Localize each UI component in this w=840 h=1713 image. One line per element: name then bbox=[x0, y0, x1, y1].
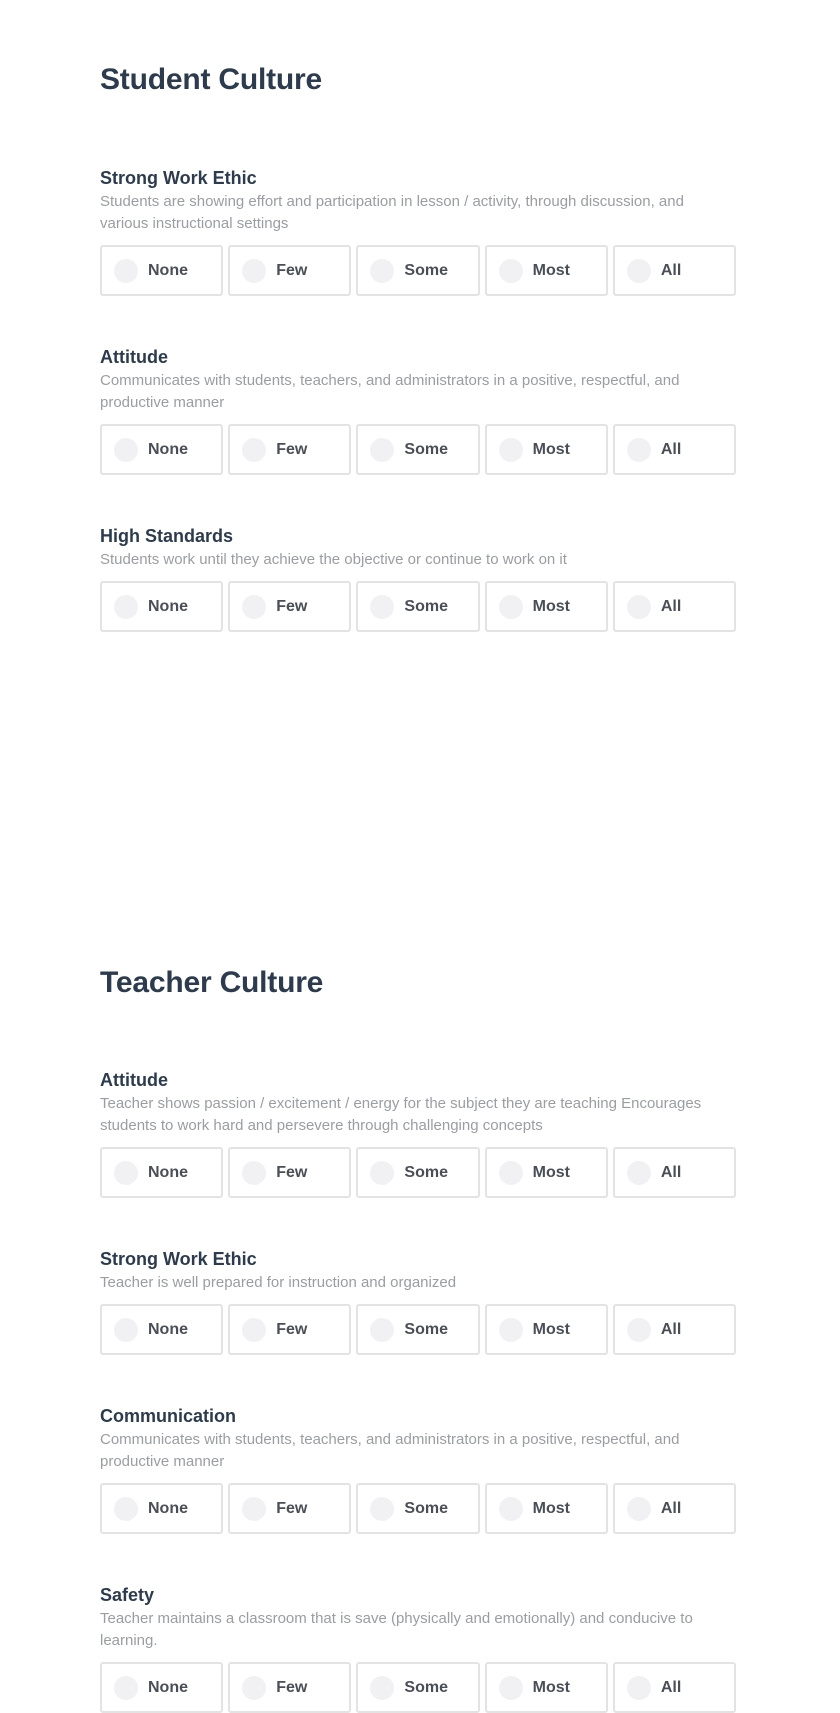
radio-icon[interactable] bbox=[499, 1676, 523, 1700]
option-most[interactable] bbox=[485, 424, 608, 475]
option-label: Some bbox=[404, 597, 448, 615]
radio-icon[interactable] bbox=[499, 1497, 523, 1521]
option-none[interactable] bbox=[100, 1304, 223, 1355]
radio-icon[interactable] bbox=[370, 1497, 394, 1521]
option-label: Most bbox=[532, 1678, 570, 1696]
radio-icon[interactable] bbox=[114, 1161, 138, 1185]
question-teacher-work-ethic bbox=[100, 1248, 736, 1355]
radio-icon[interactable] bbox=[627, 438, 651, 462]
radio-icon[interactable] bbox=[242, 438, 266, 462]
option-most[interactable] bbox=[485, 581, 608, 632]
question-title: Attitude bbox=[100, 1070, 168, 1090]
question-student-attitude bbox=[100, 346, 736, 475]
question-title: Strong Work Ethic bbox=[100, 1249, 257, 1269]
question-title: Attitude bbox=[100, 347, 168, 367]
radio-icon[interactable] bbox=[114, 595, 138, 619]
option-label: Few bbox=[276, 1678, 308, 1696]
question-title: Safety bbox=[100, 1585, 155, 1605]
rating-options bbox=[100, 1147, 736, 1198]
option-all[interactable] bbox=[613, 581, 736, 632]
option-all[interactable] bbox=[613, 1147, 736, 1198]
option-most[interactable] bbox=[485, 1662, 608, 1713]
question-student-work-ethic bbox=[100, 167, 736, 296]
option-none[interactable] bbox=[100, 245, 223, 296]
option-label: Few bbox=[276, 1320, 308, 1338]
option-few[interactable] bbox=[228, 1483, 351, 1534]
option-none[interactable] bbox=[100, 581, 223, 632]
option-none[interactable] bbox=[100, 1662, 223, 1713]
option-some[interactable] bbox=[356, 245, 479, 296]
option-all[interactable] bbox=[613, 245, 736, 296]
radio-icon[interactable] bbox=[242, 1318, 266, 1342]
radio-icon[interactable] bbox=[499, 438, 523, 462]
option-label: Few bbox=[276, 440, 308, 458]
option-all[interactable] bbox=[613, 1304, 736, 1355]
section-title: Student Culture bbox=[100, 63, 322, 96]
radio-icon[interactable] bbox=[499, 1318, 523, 1342]
option-label: Most bbox=[532, 440, 570, 458]
option-label: Most bbox=[532, 597, 570, 615]
option-few[interactable] bbox=[228, 581, 351, 632]
option-few[interactable] bbox=[228, 1304, 351, 1355]
question-teacher-attitude bbox=[100, 1069, 736, 1198]
option-all[interactable] bbox=[613, 1483, 736, 1534]
option-label: Few bbox=[276, 1499, 308, 1517]
option-label: All bbox=[660, 597, 682, 615]
option-label: Few bbox=[276, 261, 308, 279]
option-few[interactable] bbox=[228, 424, 351, 475]
option-none[interactable] bbox=[100, 1483, 223, 1534]
option-label: Most bbox=[532, 1499, 570, 1517]
radio-icon[interactable] bbox=[627, 1497, 651, 1521]
option-label: Few bbox=[276, 597, 308, 615]
option-few[interactable] bbox=[228, 245, 351, 296]
radio-icon[interactable] bbox=[114, 259, 138, 283]
option-all[interactable] bbox=[613, 424, 736, 475]
option-label: Some bbox=[404, 1499, 448, 1517]
option-label: None bbox=[148, 1163, 188, 1181]
radio-icon[interactable] bbox=[370, 1161, 394, 1185]
option-none[interactable] bbox=[100, 1147, 223, 1198]
option-some[interactable] bbox=[356, 581, 479, 632]
option-some[interactable] bbox=[356, 1483, 479, 1534]
radio-icon[interactable] bbox=[242, 1161, 266, 1185]
radio-icon[interactable] bbox=[370, 1318, 394, 1342]
radio-icon[interactable] bbox=[242, 595, 266, 619]
radio-icon[interactable] bbox=[499, 595, 523, 619]
question-title: Strong Work Ethic bbox=[100, 168, 257, 188]
option-label: Most bbox=[532, 1320, 570, 1338]
option-label: All bbox=[660, 1320, 682, 1338]
option-label: Some bbox=[404, 1678, 448, 1696]
radio-icon[interactable] bbox=[114, 1318, 138, 1342]
radio-icon[interactable] bbox=[627, 1161, 651, 1185]
option-none[interactable] bbox=[100, 424, 223, 475]
option-label: Few bbox=[276, 1163, 308, 1181]
radio-icon[interactable] bbox=[499, 1161, 523, 1185]
rating-options bbox=[100, 245, 736, 296]
radio-icon[interactable] bbox=[242, 1676, 266, 1700]
radio-icon[interactable] bbox=[627, 1676, 651, 1700]
section-student-culture bbox=[100, 62, 736, 615]
question-description: Teacher shows passion / excitement / energy for the subject they are teaching Encourages students to work hard and persevere through challenging concepts bbox=[100, 1095, 702, 1134]
radio-icon[interactable] bbox=[114, 438, 138, 462]
option-label: All bbox=[660, 1499, 682, 1517]
rating-options bbox=[100, 581, 736, 632]
option-label: Most bbox=[532, 1163, 570, 1181]
rating-options bbox=[100, 424, 736, 475]
section-title: Teacher Culture bbox=[100, 966, 324, 999]
option-some[interactable] bbox=[356, 424, 479, 475]
option-few[interactable] bbox=[228, 1147, 351, 1198]
radio-icon[interactable] bbox=[499, 259, 523, 283]
question-description: Students work until they achieve the objective or continue to work on it bbox=[100, 551, 567, 568]
radio-icon[interactable] bbox=[370, 259, 394, 283]
question-description: Communicates with students, teachers, and administrators in a positive, respectful, and productive manner bbox=[100, 1431, 680, 1470]
radio-icon[interactable] bbox=[627, 595, 651, 619]
radio-icon[interactable] bbox=[627, 1318, 651, 1342]
question-title: Communication bbox=[100, 1406, 237, 1426]
option-label: All bbox=[660, 1163, 682, 1181]
rating-options bbox=[100, 1662, 736, 1713]
option-label: All bbox=[660, 440, 682, 458]
option-label: Some bbox=[404, 1320, 448, 1338]
option-label: All bbox=[660, 1678, 682, 1696]
option-most[interactable] bbox=[485, 245, 608, 296]
option-label: None bbox=[148, 597, 188, 615]
radio-icon[interactable] bbox=[114, 1497, 138, 1521]
option-label: Some bbox=[404, 1163, 448, 1181]
option-label: None bbox=[148, 1320, 188, 1338]
question-description: Students are showing effort and participation in lesson / activity, through discussion, and various instructional settings bbox=[100, 193, 684, 232]
rating-options bbox=[100, 1304, 736, 1355]
option-all[interactable] bbox=[613, 1662, 736, 1713]
radio-icon[interactable] bbox=[242, 1497, 266, 1521]
radio-icon[interactable] bbox=[370, 595, 394, 619]
option-most[interactable] bbox=[485, 1483, 608, 1534]
option-label: None bbox=[148, 440, 188, 458]
radio-icon[interactable] bbox=[370, 1676, 394, 1700]
option-some[interactable] bbox=[356, 1304, 479, 1355]
section-teacher-culture bbox=[100, 965, 736, 1696]
question-teacher-communication bbox=[100, 1405, 736, 1534]
question-description: Teacher maintains a classroom that is save (physically and emotionally) and conducive to learning. bbox=[100, 1610, 693, 1649]
radio-icon[interactable] bbox=[114, 1676, 138, 1700]
option-label: Some bbox=[404, 261, 448, 279]
option-label: None bbox=[148, 1678, 188, 1696]
option-label: Most bbox=[532, 261, 570, 279]
question-description: Teacher is well prepared for instruction and organized bbox=[100, 1274, 457, 1291]
question-teacher-safety bbox=[100, 1584, 736, 1713]
option-some[interactable] bbox=[356, 1662, 479, 1713]
option-some[interactable] bbox=[356, 1147, 479, 1198]
option-few[interactable] bbox=[228, 1662, 351, 1713]
question-title: High Standards bbox=[100, 526, 234, 546]
option-label: None bbox=[148, 1499, 188, 1517]
option-label: Some bbox=[404, 440, 448, 458]
option-most[interactable] bbox=[485, 1147, 608, 1198]
radio-icon[interactable] bbox=[627, 259, 651, 283]
option-label: None bbox=[148, 261, 188, 279]
option-label: All bbox=[660, 261, 682, 279]
option-most[interactable] bbox=[485, 1304, 608, 1355]
rating-options bbox=[100, 1483, 736, 1534]
question-description: Communicates with students, teachers, and administrators in a positive, respectful, and productive manner bbox=[100, 372, 680, 411]
question-student-high-standards bbox=[100, 525, 736, 632]
radio-icon[interactable] bbox=[242, 259, 266, 283]
radio-icon[interactable] bbox=[370, 438, 394, 462]
